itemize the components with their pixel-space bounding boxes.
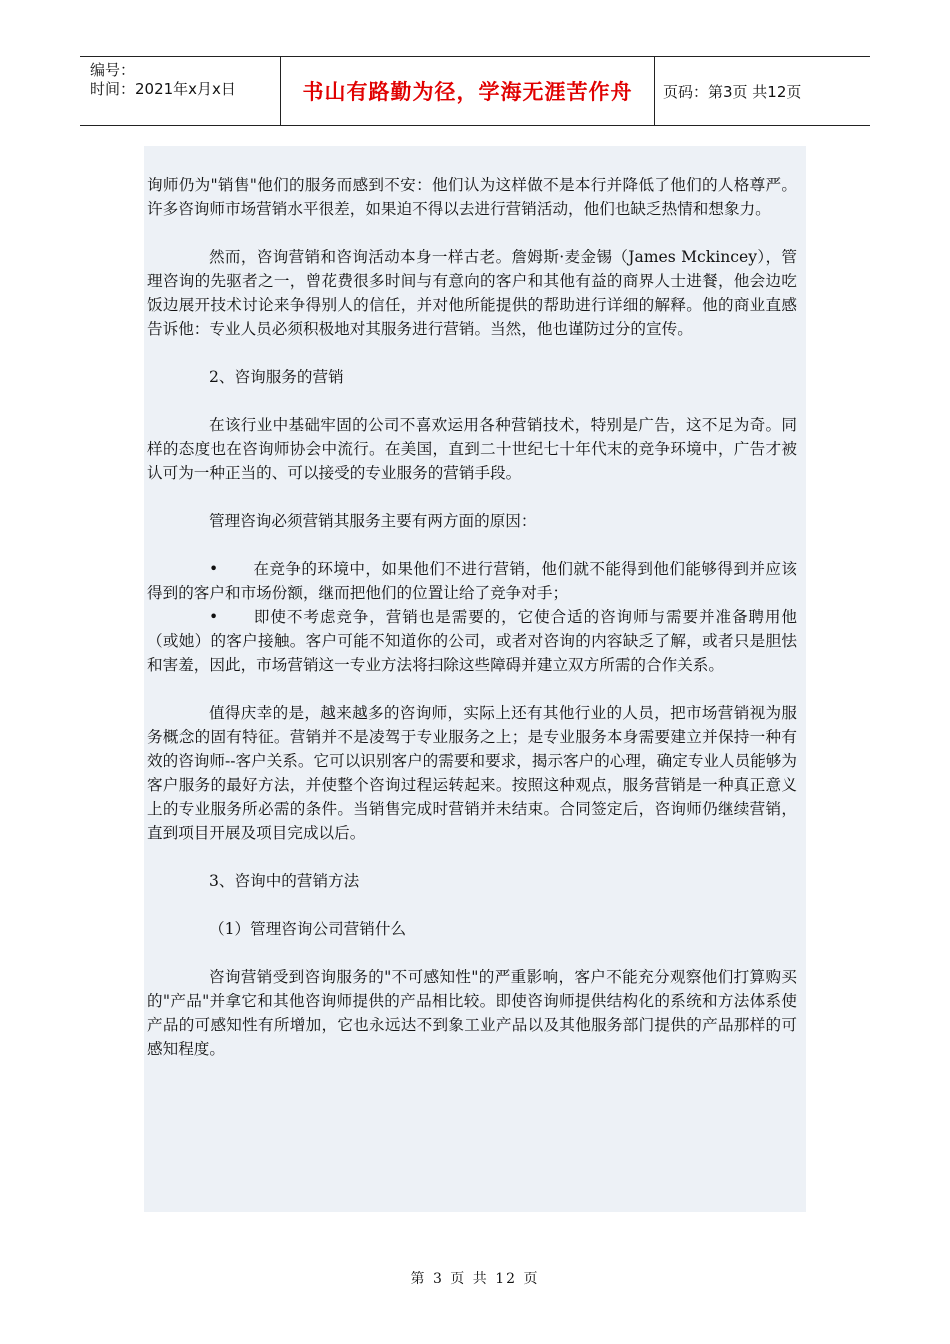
- bullet-list: [147, 557, 797, 677]
- header-meta-cell: [80, 57, 281, 125]
- bullet-icon: •: [209, 608, 219, 626]
- list-item-text: 即使不考虑竞争，营销也是需要的，它使合适的咨询师与需要并准备聘用他（或她）的客户接触。客户可能不知道你的公司，或者对咨询的内容缺乏了解，或者只是胆怯和害羞，因此，市场营销这一专业方法将扫除这些障碍并建立双方所需的合作关系。: [147, 608, 797, 674]
- document-body: [147, 173, 797, 1085]
- page-header: [80, 56, 870, 126]
- header-motto: 书山有路勤为径，学海无涯苦作舟: [302, 80, 633, 104]
- paragraph: 咨询营销受到咨询服务的"不可感知性"的严重影响，客户不能充分观察他们打算购买的"产品"并拿它和其他咨询师提供的产品相比较。即使咨询师提供结构化的系统和方法体系使产品的可感知性有所增加，它也永远达不到象工业产品以及其他服务部门提供的产品那样的可感知程度。: [147, 968, 797, 1058]
- section-heading: 2、咨询服务的营销: [209, 368, 344, 386]
- page-footer: 第 3 页 共 12 页: [410, 1271, 540, 1287]
- paragraph: 在该行业中基础牢固的公司不喜欢运用各种营销技术，特别是广告，这不足为奇。同样的态度也在咨询师协会中流行。在美国，直到二十世纪七十年代末的竞争环境中，广告才被认可为一种正当的、可以接受的专业服务的营销手段。: [147, 416, 797, 482]
- paragraph: 管理咨询必须营销其服务主要有两方面的原因：: [209, 512, 537, 530]
- list-item: [147, 605, 797, 677]
- list-item-text: 在竞争的环境中，如果他们不进行营销，他们就不能得到他们能够得到并应该得到的客户和市场份额，继而把他们的位置让给了竞争对手；: [147, 560, 797, 602]
- paragraph: 值得庆幸的是，越来越多的咨询师，实际上还有其他行业的人员，把市场营销视为服务概念的固有特征。营销并不是凌驾于专业服务之上；是专业服务本身需要建立并保持一种有效的咨询师--客户关系。它可以识别客户的需要和要求，揭示客户的心理，确定专业人员能够为客户服务的最好方法，并使整个咨询过程运转起来。按照这种观点，服务营销是一种真正意义上的专业服务所必需的条件。当销售完成时营销并未结束。合同签定后，咨询师仍继续营销，直到项目开展及项目完成以后。: [147, 704, 797, 842]
- document-number-label: 编号：: [90, 61, 136, 79]
- document-date-label: 时间：2021年x月x日: [90, 80, 236, 98]
- subsection-heading: （1）管理咨询公司营销什么: [209, 920, 407, 938]
- paragraph: 然而，咨询营销和咨询活动本身一样古老。詹姆斯·麦金锡（James Mckincey），管理咨询的先驱者之一，曾花费很多时间与有意向的客户和其他有益的商界人士进餐，他会边吃饭边展开技术讨论来争得别人的信任，并对他所能提供的帮助进行详细的解释。他的商业直感告诉他：专业人员必须积极地对其服务进行营销。当然，他也谨防过分的宣传。: [147, 248, 797, 338]
- list-item: [147, 557, 797, 605]
- paragraph-continued: 询师仍为"销售"他们的服务而感到不安：他们认为这样做不是本行并降低了他们的人格尊严。许多咨询师市场营销水平很差，如果迫不得以去进行营销活动，他们也缺乏热情和想象力。: [147, 176, 797, 218]
- bullet-icon: •: [209, 560, 219, 578]
- header-page-code: 页码：第3页 共12页: [663, 82, 802, 101]
- header-motto-cell: [281, 57, 655, 125]
- section-heading: 3、咨询中的营销方法: [209, 872, 360, 890]
- header-page-cell: [655, 57, 870, 125]
